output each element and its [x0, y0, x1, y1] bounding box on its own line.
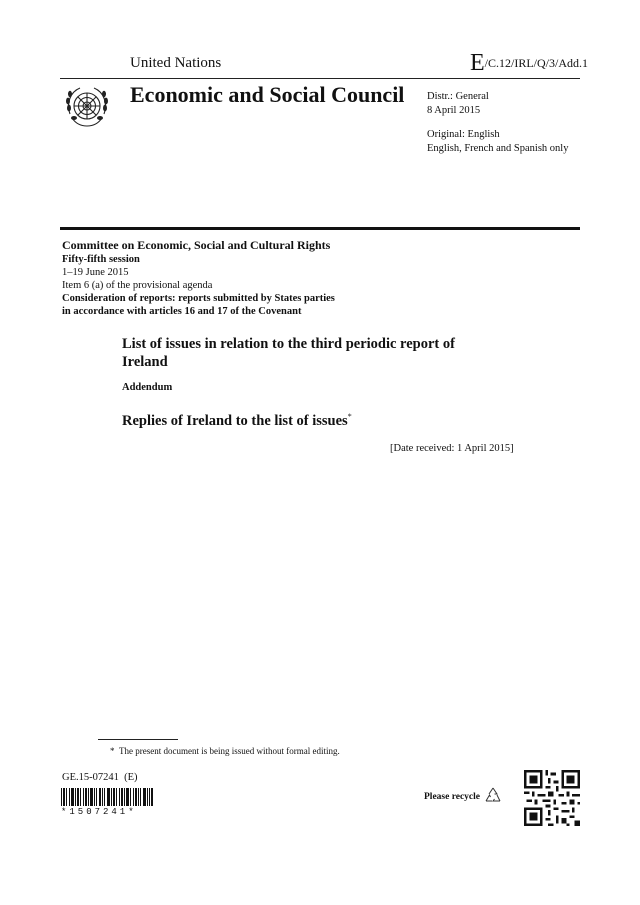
symbol-rest: /C.12/IRL/Q/3/Add.1 — [484, 56, 589, 70]
consideration-line-1: Consideration of reports: reports submitted by States parties — [62, 293, 335, 304]
job-number: GE.15-07241 (E) — [62, 772, 138, 783]
qr-code-icon — [524, 770, 580, 826]
un-emblem-icon — [62, 82, 112, 132]
footnote — [110, 746, 340, 756]
consideration-line-2: in accordance with articles 16 and 17 of the Covenant — [62, 306, 302, 317]
available-languages: English, French and Spanish only — [427, 143, 569, 154]
original-language: Original: English — [427, 129, 500, 140]
document-title: List of issues in relation to the third periodic report of Ireland — [122, 336, 455, 370]
session: Fifty-fifth session — [62, 254, 140, 265]
replies-text: Replies of Ireland to the list of issues — [122, 412, 348, 429]
un-name: United Nations — [130, 55, 222, 71]
document-symbol — [470, 50, 588, 77]
agenda-item: Item 6 (a) of the provisional agenda — [62, 280, 213, 291]
issue-date: 8 April 2015 — [427, 105, 481, 116]
distribution-block — [427, 90, 489, 118]
barcode-text: *1507241* — [61, 807, 137, 817]
committee-name: Committee on Economic, Social and Cultural Rights — [62, 238, 331, 252]
recycle-label: Please recycle — [424, 792, 480, 802]
recycle-icon — [482, 785, 504, 807]
footnote-marker: * — [347, 412, 352, 421]
header-rule — [60, 78, 580, 79]
footnote-text: The present document is being issued without formal editing. — [119, 746, 340, 756]
language-block — [427, 128, 568, 156]
agenda-block — [62, 238, 335, 318]
session-dates: 1–19 June 2015 — [62, 267, 129, 278]
barcode-icon — [61, 788, 153, 806]
council-title: Economic and Social Council — [130, 82, 405, 107]
heading-rule — [60, 227, 580, 230]
distribution: Distr.: General — [427, 91, 489, 102]
footnote-mark: * — [110, 746, 115, 756]
footnote-rule — [98, 739, 178, 740]
addendum-label: Addendum — [122, 382, 173, 393]
date-received: [Date received: 1 April 2015] — [390, 443, 514, 454]
replies-heading — [122, 412, 352, 430]
symbol-prefix: E — [470, 50, 485, 76]
